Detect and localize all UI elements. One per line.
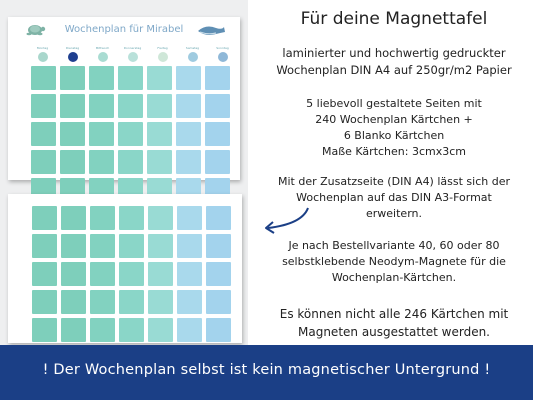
- day-icon: [158, 52, 168, 62]
- card-slot: [176, 122, 201, 146]
- text-line: Wochenplan auf das DIN A3-Format: [296, 191, 492, 204]
- card-slot: [177, 262, 202, 286]
- text-line: Maße Kärtchen: 3cmx3cm: [321, 145, 466, 158]
- card-grid: [31, 66, 230, 202]
- weekday-label: Sonntag: [216, 46, 229, 50]
- card-slot: [118, 66, 143, 90]
- card-slot: [61, 234, 86, 258]
- text-line: Wochenplan DIN A4 auf 250gr/m2 Papier: [276, 63, 512, 77]
- card-slot: [61, 318, 86, 342]
- card-slot: [206, 318, 231, 342]
- card-slot: [60, 122, 85, 146]
- card-slot: [32, 318, 57, 342]
- day-icon: [68, 52, 78, 62]
- weekday-label: Samstag: [185, 46, 200, 50]
- text-line: laminierter und hochwertig gedruckter: [282, 46, 506, 60]
- day-icon: [218, 52, 228, 62]
- turtle-icon: [24, 21, 46, 40]
- day-icon: [98, 52, 108, 62]
- arrow-icon: [262, 202, 310, 236]
- text-line: Magneten ausgestattet werden.: [298, 325, 490, 339]
- weekday-column: [90, 46, 115, 62]
- card-slot: [176, 150, 201, 174]
- paragraph-quality: [258, 45, 530, 79]
- card-slot: [60, 66, 85, 90]
- text-line: Es können nicht alle 246 Kärtchen mit: [279, 307, 509, 321]
- text-line: Mit der Zusatzseite (DIN A4) lässt sich der: [277, 175, 510, 188]
- day-icon: [128, 52, 138, 62]
- card-slot: [147, 66, 172, 90]
- card-grid-extension: [32, 206, 231, 342]
- card-slot: [31, 94, 56, 118]
- card-slot: [177, 318, 202, 342]
- card-slot: [176, 94, 201, 118]
- card-slot: [177, 234, 202, 258]
- card-slot: [177, 290, 202, 314]
- card-slot: [205, 150, 230, 174]
- weekday-label: Mittwoch: [95, 46, 110, 50]
- card-slot: [90, 206, 115, 230]
- heading: Für deine Magnettafel: [300, 9, 488, 29]
- card-slot: [32, 206, 57, 230]
- card-slot: [148, 318, 173, 342]
- warning-banner: [0, 345, 533, 400]
- card-slot: [61, 206, 86, 230]
- text-line: Je nach Bestellvariante 40, 60 oder 80: [288, 239, 500, 252]
- card-slot: [206, 262, 231, 286]
- card-slot: [148, 206, 173, 230]
- card-slot: [61, 290, 86, 314]
- card-slot: [205, 94, 230, 118]
- weekday-column: [180, 46, 205, 62]
- weekday-label: Dienstag: [65, 46, 80, 50]
- card-slot: [90, 290, 115, 314]
- card-slot: [147, 94, 172, 118]
- card-slot: [205, 122, 230, 146]
- card-slot: [147, 150, 172, 174]
- weekday-column: [210, 46, 235, 62]
- card-slot: [119, 290, 144, 314]
- text-line: erweitern.: [366, 207, 422, 220]
- day-icon: [188, 52, 198, 62]
- card-slot: [118, 122, 143, 146]
- weekly-plan-board: [8, 17, 240, 180]
- day-icon: [38, 52, 48, 62]
- card-slot: [119, 234, 144, 258]
- card-slot: [118, 150, 143, 174]
- card-slot: [90, 262, 115, 286]
- card-slot: [31, 150, 56, 174]
- card-slot: [206, 290, 231, 314]
- weekday-label: Montag: [36, 46, 49, 50]
- card-slot: [90, 234, 115, 258]
- weekday-column: [30, 46, 55, 62]
- text-line: 5 liebevoll gestaltete Seiten mit: [306, 97, 482, 110]
- card-slot: [31, 66, 56, 90]
- text-line: 6 Blanko Kärtchen: [343, 129, 445, 142]
- weekday-label: Freitag: [157, 46, 168, 50]
- card-slot: [89, 94, 114, 118]
- card-slot: [205, 66, 230, 90]
- card-slot: [206, 234, 231, 258]
- weekday-column: [150, 46, 175, 62]
- card-slot: [31, 122, 56, 146]
- card-slot: [148, 290, 173, 314]
- card-slot: [176, 66, 201, 90]
- card-slot: [60, 94, 85, 118]
- paragraph-magnets: [258, 238, 530, 286]
- card-slot: [61, 262, 86, 286]
- card-slot: [89, 150, 114, 174]
- card-slot: [32, 234, 57, 258]
- card-slot: [119, 206, 144, 230]
- card-slot: [206, 206, 231, 230]
- whale-icon: [196, 23, 226, 40]
- card-slot: [32, 290, 57, 314]
- paragraph-contents: [258, 96, 530, 160]
- card-slot: [89, 122, 114, 146]
- weekday-header: [30, 46, 235, 62]
- card-slot: [147, 122, 172, 146]
- banner-text: ! Der Wochenplan selbst ist kein magnetischer Untergrund !: [42, 362, 491, 378]
- weekday-label: Donnerstag: [123, 46, 142, 50]
- text-line: 240 Wochenplan Kärtchen +: [315, 113, 473, 126]
- card-slot: [60, 150, 85, 174]
- card-slot: [89, 66, 114, 90]
- board-title: Wochenplan für Mirabel: [64, 24, 184, 35]
- text-line: Wochenplan-Kärtchen.: [331, 271, 457, 284]
- text-line: selbstklebende Neodym-Magnete für die: [282, 255, 506, 268]
- card-slot: [177, 206, 202, 230]
- card-slot: [32, 262, 57, 286]
- card-slot: [148, 262, 173, 286]
- weekday-column: [60, 46, 85, 62]
- weekday-column: [120, 46, 145, 62]
- card-slot: [118, 94, 143, 118]
- card-slot: [148, 234, 173, 258]
- paragraph-note: [258, 305, 530, 341]
- card-slot: [119, 318, 144, 342]
- card-slot: [119, 262, 144, 286]
- extension-board: [8, 194, 242, 343]
- card-slot: [90, 318, 115, 342]
